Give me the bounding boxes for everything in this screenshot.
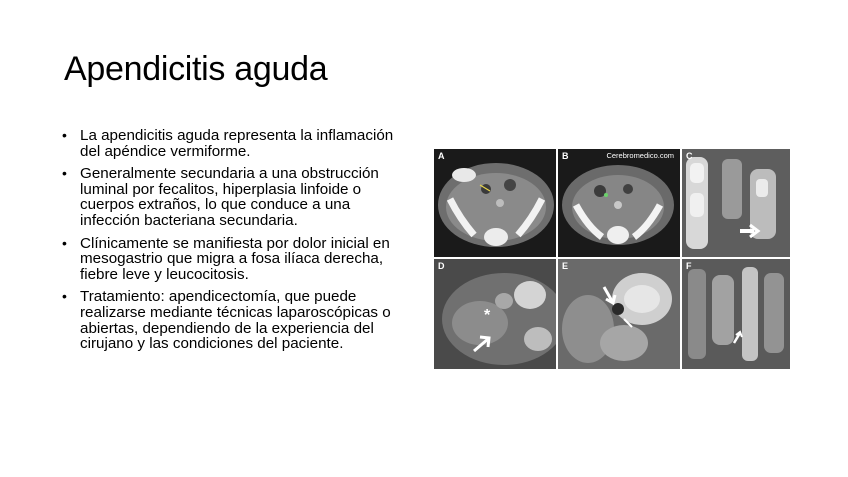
ct-panel-c (682, 149, 790, 257)
bullet-dot: • (62, 288, 67, 305)
bullet-text: La apendicitis aguda representa la inflamación del apéndice vermiforme. (80, 127, 394, 160)
panel-label: C (686, 151, 693, 161)
panel-label: D (438, 261, 445, 271)
panel-label: E (562, 261, 569, 271)
ct-panel-e (558, 259, 680, 369)
bullet-dot: • (62, 127, 67, 143)
ct-panel-d (434, 259, 556, 369)
bullet-list (62, 128, 414, 359)
bullet-dot: • (62, 234, 67, 251)
ct-scan-image (434, 259, 556, 369)
ct-image-collage (434, 149, 790, 369)
bullet-item (62, 289, 414, 351)
slide-title: Apendicitis aguda (64, 50, 328, 88)
asterisk-annotation: * (484, 307, 491, 324)
bullet-item (62, 236, 414, 283)
ct-scan-image (682, 149, 790, 257)
watermark-text: Cerebromedico.com (606, 151, 674, 160)
panel-label: A (438, 151, 445, 161)
ct-scan-image (682, 259, 790, 369)
ct-scan-image (558, 259, 680, 369)
bullet-item (62, 128, 414, 159)
bullet-item (62, 166, 414, 228)
bullet-text: Tratamiento: apendicectomía, que puede realizarse mediante técnicas laparoscópicas o abiertas, dependiendo de la experiencia del cirujano y las condiciones del paciente. (80, 288, 391, 353)
bullet-text: Clínicamente se manifiesta por dolor inicial en mesogastrio que migra a fosa ilíaca derecha, fiebre leve y leucocitosis. (80, 234, 390, 283)
ct-panel-b (558, 149, 680, 257)
ct-scan-image (434, 149, 556, 257)
ct-panel-a (434, 149, 556, 257)
panel-label: F (686, 261, 692, 271)
panel-label: B (562, 151, 569, 161)
ct-scan-image (558, 149, 680, 257)
bullet-dot: • (62, 165, 67, 182)
bullet-text: Generalmente secundaria a una obstrucción luminal por fecalitos, hiperplasia linfoide o cuerpos extraños, lo que conduce a una infección bacteriana secundaria. (80, 165, 379, 229)
ct-panel-f (682, 259, 790, 369)
